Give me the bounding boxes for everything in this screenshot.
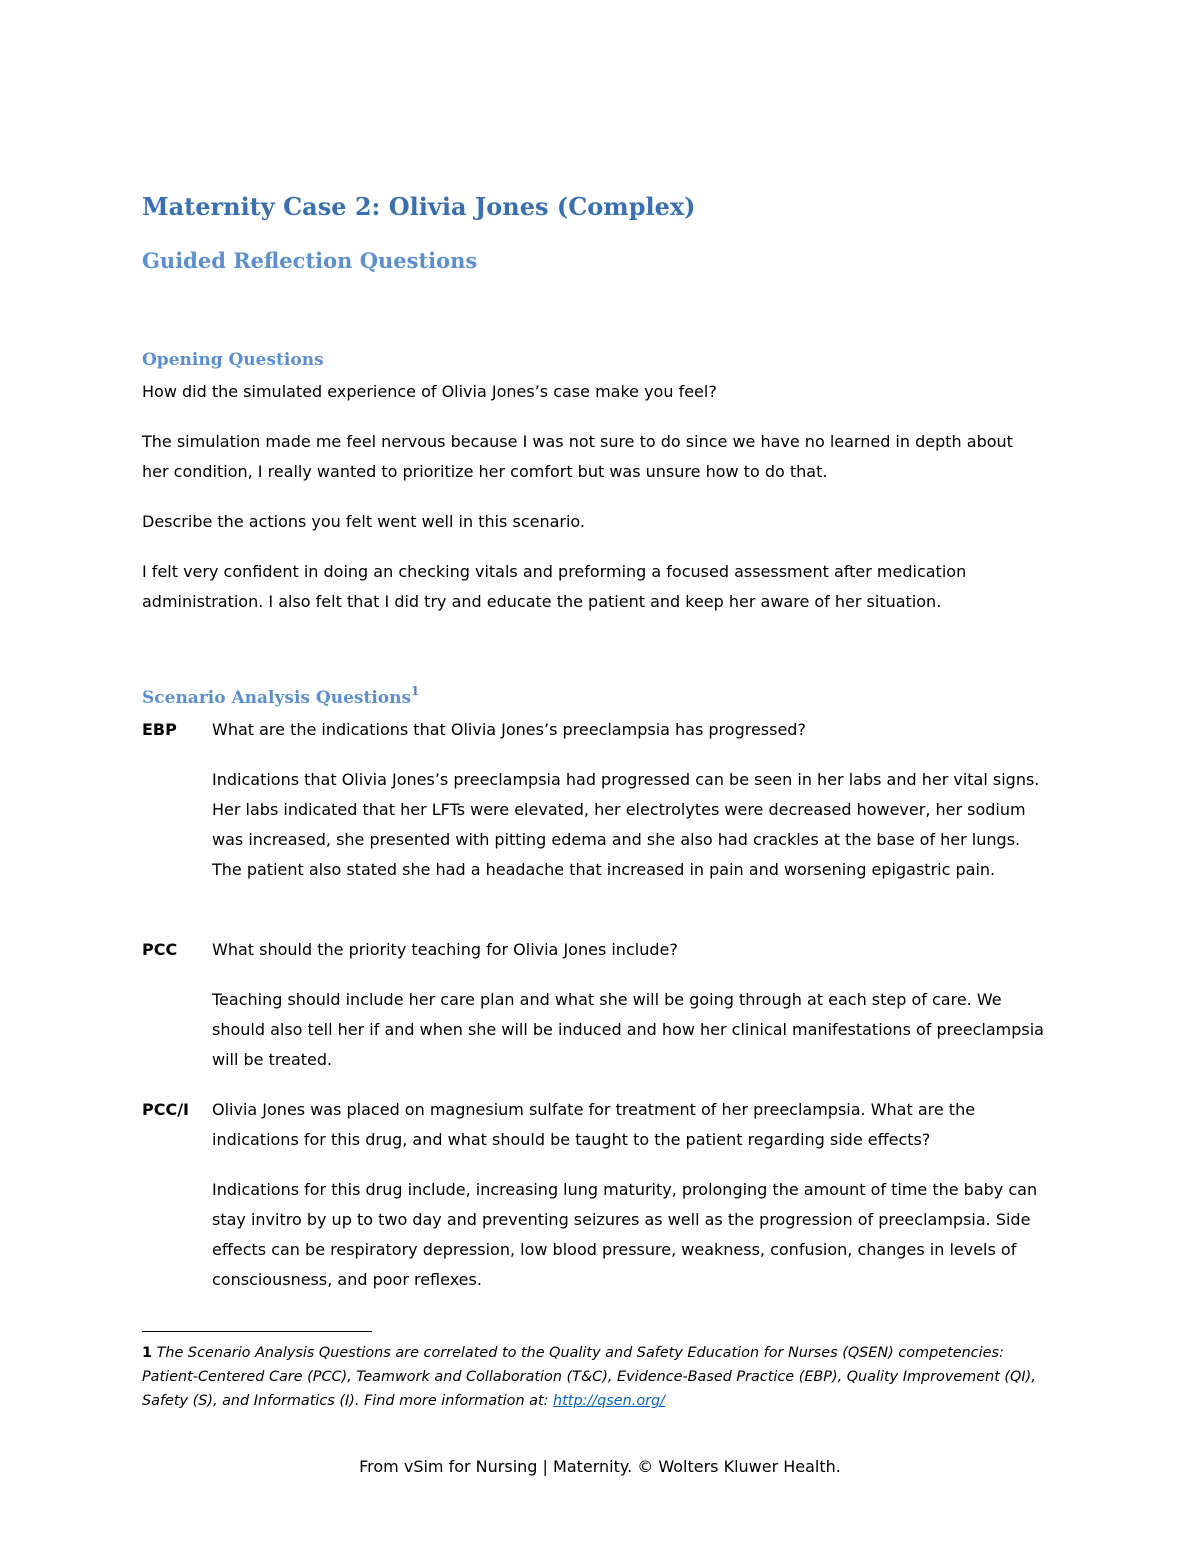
- scenario-question-ebp: What are the indications that Olivia Jones’s preeclampsia has progressed?: [212, 720, 806, 739]
- footnote: [142, 1341, 1042, 1413]
- qsen-link[interactable]: http://qsen.org/: [553, 1393, 666, 1409]
- scenario-answer-pcc-i: Indications for this drug include, increasing lung maturity, prolonging the amount of time the baby can stay invitro by up to two day and preventing seizures as well as the progression of preeclampsia. Side effects can be respiratory depression, low blood pressure, weakness, confusion, changes in levels of consciousness, and poor reflexes.: [212, 1180, 1038, 1289]
- scenario-question-pcc-i: Olivia Jones was placed on magnesium sulfate for treatment of her preeclampsia. What are the indications for this drug, and what should be taught to the patient regarding side effects?: [212, 1100, 976, 1149]
- page-subtitle: Guided Reflection Questions: [142, 248, 478, 273]
- competency-label-pcc: PCC: [142, 940, 178, 959]
- scenario-question-pcc: What should the priority teaching for Olivia Jones include?: [212, 940, 678, 959]
- scenario-analysis-heading-text: Scenario Analysis Questions: [142, 688, 412, 708]
- opening-answer-1: The simulation made me feel nervous because I was not sure to do since we have no learned in depth about her condition, I really wanted to prioritize her comfort but was unsure how to do that.: [142, 432, 1013, 481]
- page-title: Maternity Case 2: Olivia Jones (Complex): [142, 192, 696, 221]
- scenario-analysis-heading: [142, 684, 420, 708]
- page-footer: From vSim for Nursing | Maternity. © Wolters Kluwer Health.: [359, 1457, 841, 1476]
- opening-question-1: How did the simulated experience of Olivia Jones’s case make you feel?: [142, 382, 717, 401]
- competency-label-ebp: EBP: [142, 720, 177, 739]
- competency-label-pcc-i: PCC/I: [142, 1100, 190, 1119]
- opening-question-2: Describe the actions you felt went well in this scenario.: [142, 512, 586, 531]
- footnote-number: 1: [142, 1345, 153, 1361]
- footnote-reference: 1: [411, 684, 420, 698]
- opening-answer-2: I felt very confident in doing an checking vitals and preforming a focused assessment after medication administration. I also felt that I did try and educate the patient and keep her aware of her situation.: [142, 562, 967, 611]
- footnote-text: The Scenario Analysis Questions are correlated to the Quality and Safety Education for Nurses (QSEN) competencies: Patient-Centered Care (PCC), Teamwork and Collaboration (T&C), Evidence-Based Practice (EBP), Quality Improvement (QI), Safety (S), and Informatics (I). Find more information at:: [142, 1345, 1036, 1409]
- footnote-separator: [142, 1331, 372, 1332]
- scenario-answer-ebp: Indications that Olivia Jones’s preeclampsia had progressed can be seen in her labs and her vital signs. Her labs indicated that her LFTs were elevated, her electrolytes were decreased however, her sodium was increased, she presented with pitting edema and she also had crackles at the base of her lungs. The patient also stated she had a headache that increased in pain and worsening epigastric pain.: [212, 770, 1040, 879]
- scenario-answer-pcc: Teaching should include her care plan and what she will be going through at each step of care. We should also tell her if and when she will be induced and how her clinical manifestations of preeclampsia will be treated.: [212, 990, 1044, 1069]
- opening-questions-heading: Opening Questions: [142, 350, 324, 370]
